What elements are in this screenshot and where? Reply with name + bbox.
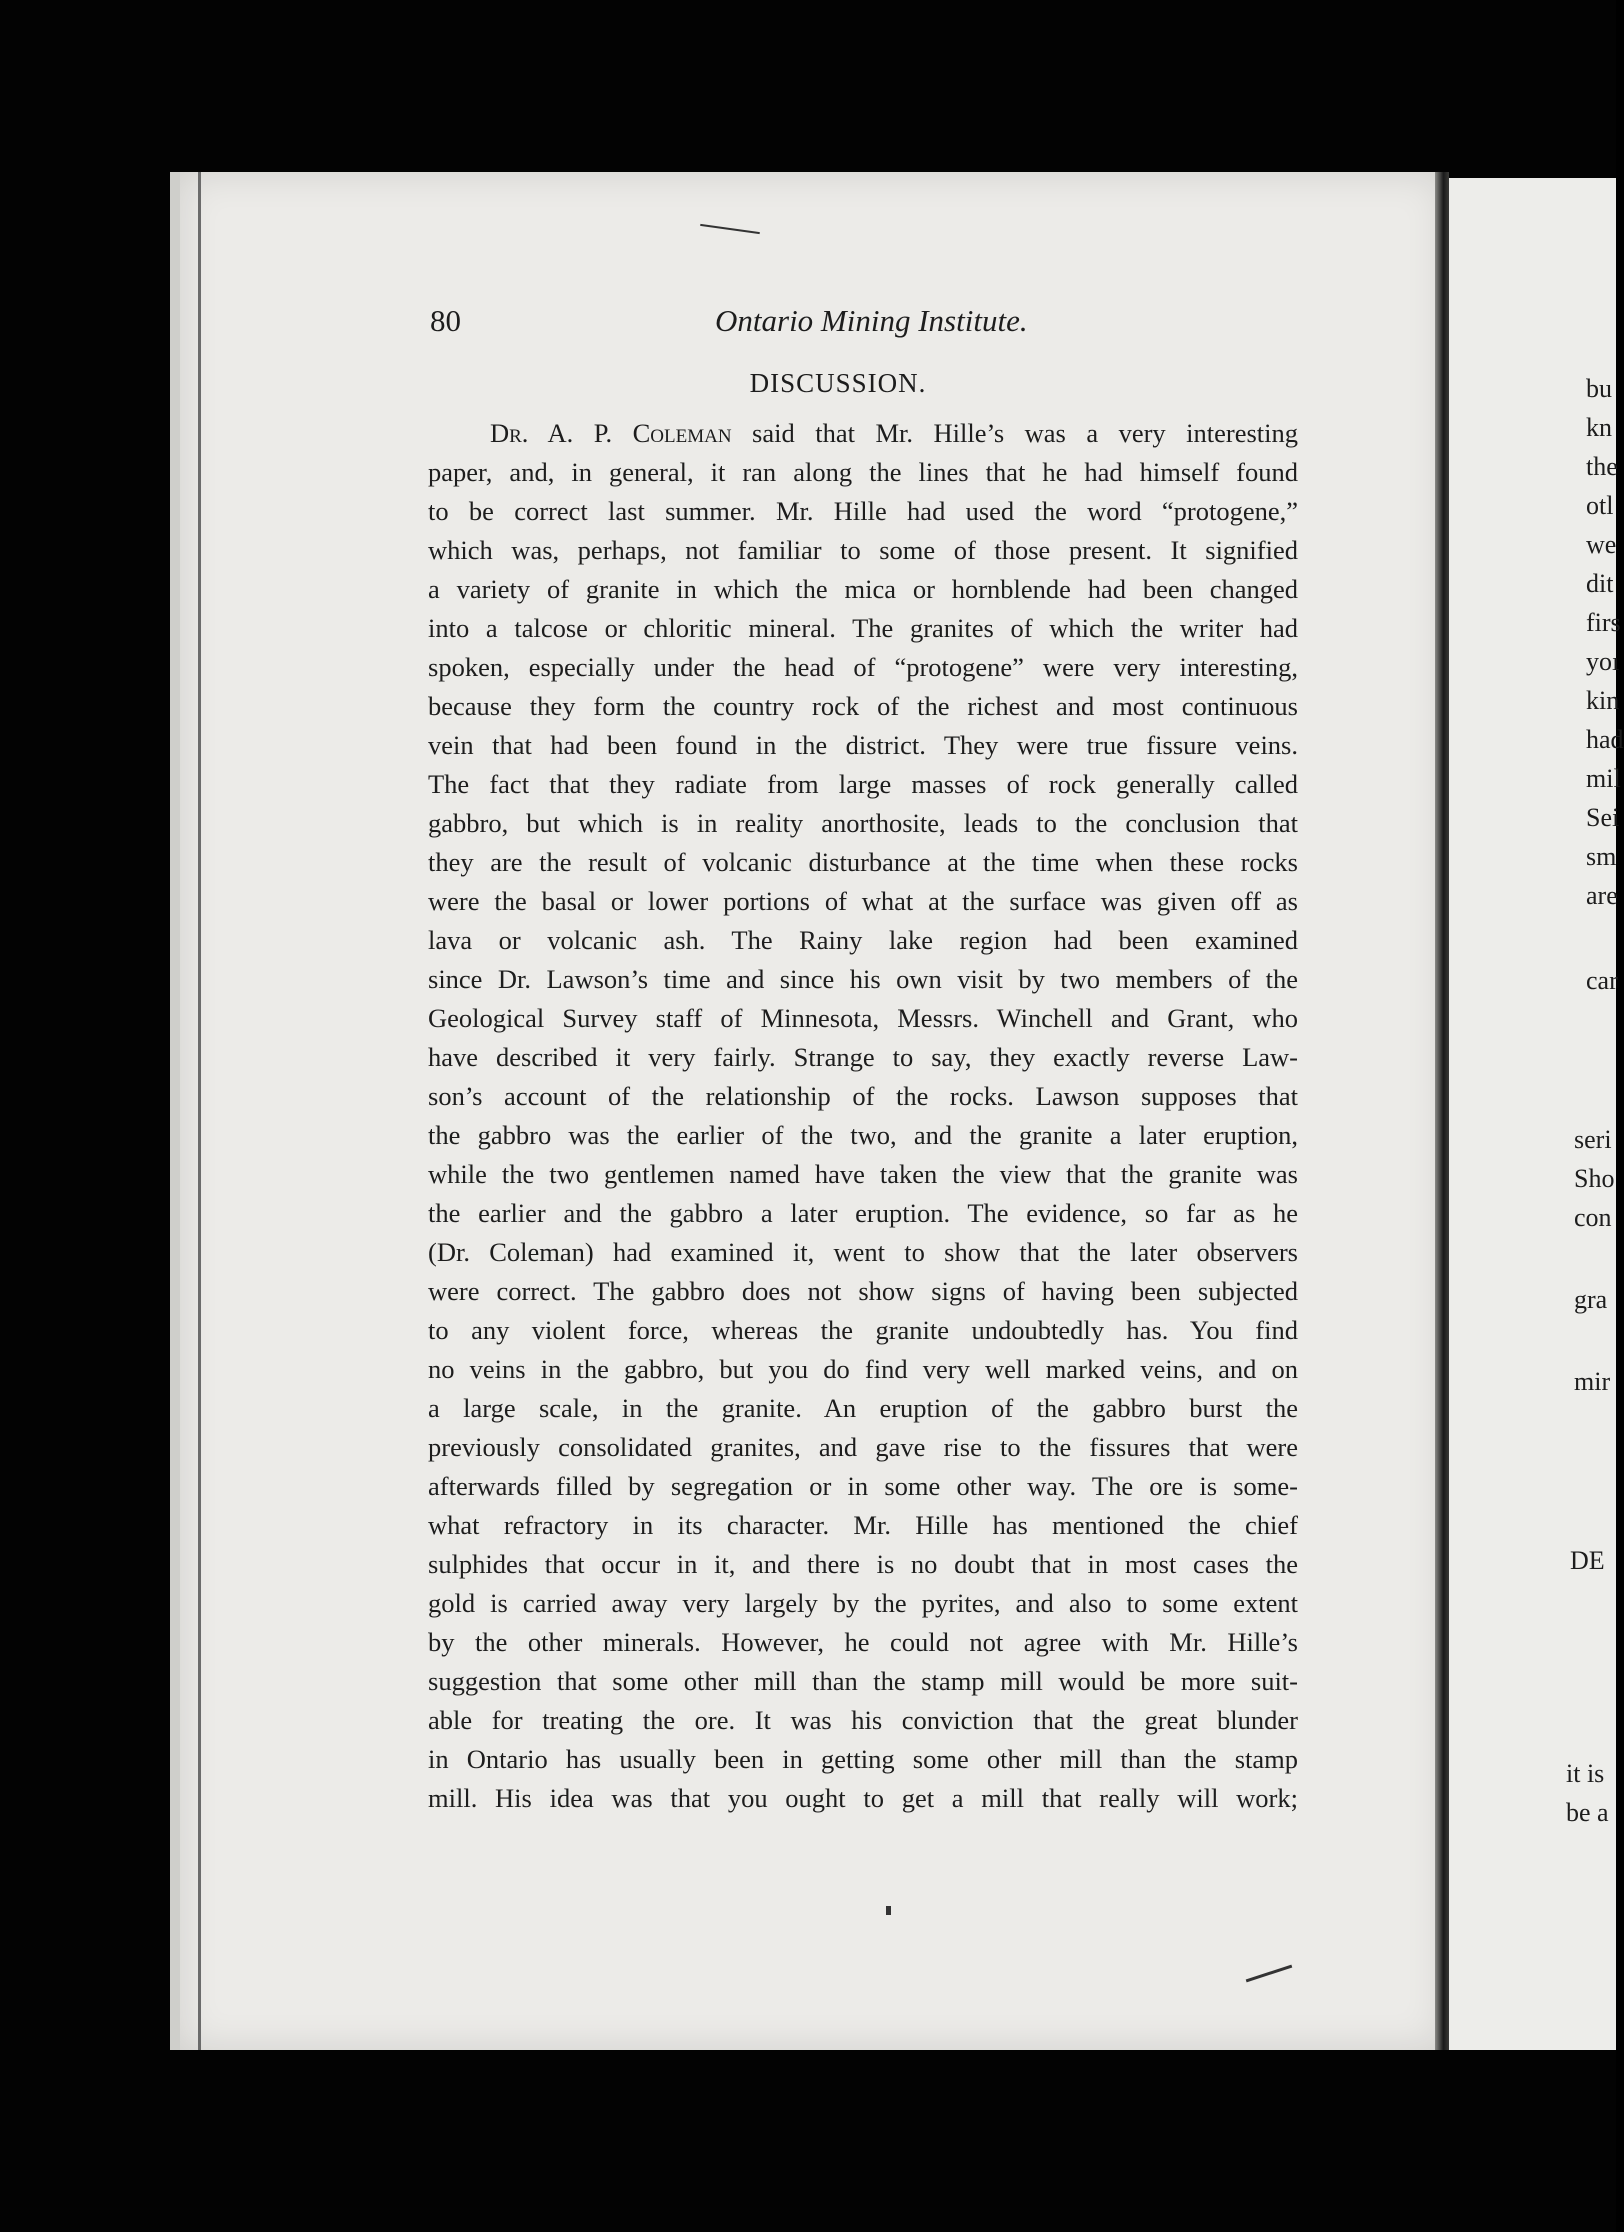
paragraph-line: they are the result of volcanic disturbance at the time when these rocks bbox=[428, 847, 1298, 877]
facing-page-fragment: the bbox=[1586, 452, 1618, 481]
facing-page-fragment: firs bbox=[1586, 608, 1621, 637]
facing-page-fragment: mir bbox=[1574, 1367, 1611, 1396]
paragraph-line: afterwards filled by segregation or in some other way. The ore is some- bbox=[428, 1471, 1298, 1501]
paragraph-line: what refractory in its character. Mr. Hille has mentioned the chief bbox=[428, 1510, 1298, 1540]
paragraph-line: in Ontario has usually been in getting some other mill than the stamp bbox=[428, 1744, 1298, 1774]
paragraph-line: the gabbro was the earlier of the two, and the granite a later eruption, bbox=[428, 1120, 1298, 1150]
paragraph-line: a variety of granite in which the mica or hornblende had been changed bbox=[428, 574, 1298, 604]
paragraph-line: while the two gentlemen named have taken the view that the granite was bbox=[428, 1159, 1298, 1189]
facing-page-fragment: dit bbox=[1586, 569, 1614, 598]
paragraph-line: were correct. The gabbro does not show signs of having been subjected bbox=[428, 1276, 1298, 1306]
paragraph-line: to be correct last summer. Mr. Hille had used the word “protogene,” bbox=[428, 496, 1298, 526]
speaker-name: Dr. A. P. Coleman bbox=[490, 418, 732, 448]
facing-page-fragment: had bbox=[1586, 725, 1624, 754]
facing-page-fragment: Sho bbox=[1574, 1164, 1615, 1193]
discussion-paragraph bbox=[428, 414, 1298, 1818]
paragraph-line: have described it very fairly. Strange to say, they exactly reverse Law- bbox=[428, 1042, 1298, 1072]
facing-page-fragment: are bbox=[1586, 881, 1618, 910]
book-gutter bbox=[1435, 172, 1449, 2050]
facing-page-fragment: otl bbox=[1586, 491, 1614, 520]
facing-page-fragment: sm bbox=[1586, 842, 1617, 871]
facing-page-fragment: it is bbox=[1566, 1759, 1605, 1788]
paragraph-line: lava or volcanic ash. The Rainy lake region had been examined bbox=[428, 925, 1298, 955]
paragraph-line: gold is carried away very largely by the pyrites, and also to some extent bbox=[428, 1588, 1298, 1618]
facing-page-fragment: Sei bbox=[1586, 803, 1620, 832]
section-title: DISCUSSION. bbox=[749, 368, 927, 398]
paragraph-line: vein that had been found in the district. They were true fissure veins. bbox=[428, 730, 1298, 760]
paragraph-line: spoken, especially under the head of “protogene” were very interesting, bbox=[428, 652, 1298, 682]
facing-page-fragment: car bbox=[1586, 966, 1618, 995]
paragraph-line: by the other minerals. However, he could not agree with Mr. Hille’s bbox=[428, 1627, 1298, 1657]
facing-page-fragment: con bbox=[1574, 1203, 1612, 1232]
facing-page-fragment: bu bbox=[1586, 374, 1612, 403]
facing-page-fragment: DE bbox=[1570, 1546, 1605, 1575]
paragraph-line: no veins in the gabbro, but you do find very well marked veins, and on bbox=[428, 1354, 1298, 1384]
paragraph-line: previously consolidated granites, and gave rise to the fissures that were bbox=[428, 1432, 1298, 1462]
paragraph-line: gabbro, but which is in reality anorthosite, leads to the conclusion that bbox=[428, 808, 1298, 838]
paragraph-line: since Dr. Lawson’s time and since his own visit by two members of the bbox=[428, 964, 1298, 994]
facing-page-fragment: gra bbox=[1574, 1285, 1608, 1314]
paragraph-line: mill. His idea was that you ought to get a mill that really will work; bbox=[428, 1783, 1298, 1813]
facing-page-fragment: be a bbox=[1566, 1798, 1609, 1827]
facing-page-fragment: we bbox=[1586, 530, 1617, 559]
paragraph-line: were the basal or lower portions of what at the surface was given off as bbox=[428, 886, 1298, 916]
running-head: Ontario Mining Institute. bbox=[715, 303, 1028, 338]
paragraph-line: into a talcose or chloritic mineral. The granites of which the writer had bbox=[428, 613, 1298, 643]
paragraph-line: because they form the country rock of the richest and most continuous bbox=[428, 691, 1298, 721]
paragraph-line: (Dr. Coleman) had examined it, went to show that the later observers bbox=[428, 1237, 1298, 1267]
paragraph-line: suggestion that some other mill than the stamp mill would be more suit- bbox=[428, 1666, 1298, 1696]
paragraph-line: able for treating the ore. It was his conviction that the great blunder bbox=[428, 1705, 1298, 1735]
paragraph-line: paper, and, in general, it ran along the lines that he had himself found bbox=[428, 457, 1298, 487]
paragraph-line: Geological Survey staff of Minnesota, Messrs. Winchell and Grant, who bbox=[428, 1003, 1298, 1033]
paragraph-line: to any violent force, whereas the granite undoubtedly has. You find bbox=[428, 1315, 1298, 1345]
facing-page-fragment: kin bbox=[1586, 686, 1620, 715]
paragraph-line: son’s account of the relationship of the rocks. Lawson supposes that bbox=[428, 1081, 1298, 1111]
paragraph-line: sulphides that occur in it, and there is no doubt that in most cases the bbox=[428, 1549, 1298, 1579]
line-text: said that Mr. Hille’s was a very interesting bbox=[731, 418, 1298, 448]
paragraph-line: the earlier and the gabbro a later eruption. The evidence, so far as he bbox=[428, 1198, 1298, 1228]
facing-page-fragment: yoı bbox=[1586, 647, 1620, 676]
scan-mark bbox=[886, 1906, 891, 1915]
paragraph-line: a large scale, in the granite. An eruption of the gabbro burst the bbox=[428, 1393, 1298, 1423]
paragraph-line bbox=[428, 414, 1298, 453]
facing-page-fragment: kn bbox=[1586, 413, 1612, 442]
paragraph-line: The fact that they radiate from large masses of rock generally called bbox=[428, 769, 1298, 799]
page-number: 80 bbox=[430, 303, 461, 338]
facing-page-fragment: seri bbox=[1574, 1125, 1612, 1154]
paragraph-line: which was, perhaps, not familiar to some of those present. It signified bbox=[428, 535, 1298, 565]
facing-page-fragment: mil bbox=[1586, 764, 1621, 793]
